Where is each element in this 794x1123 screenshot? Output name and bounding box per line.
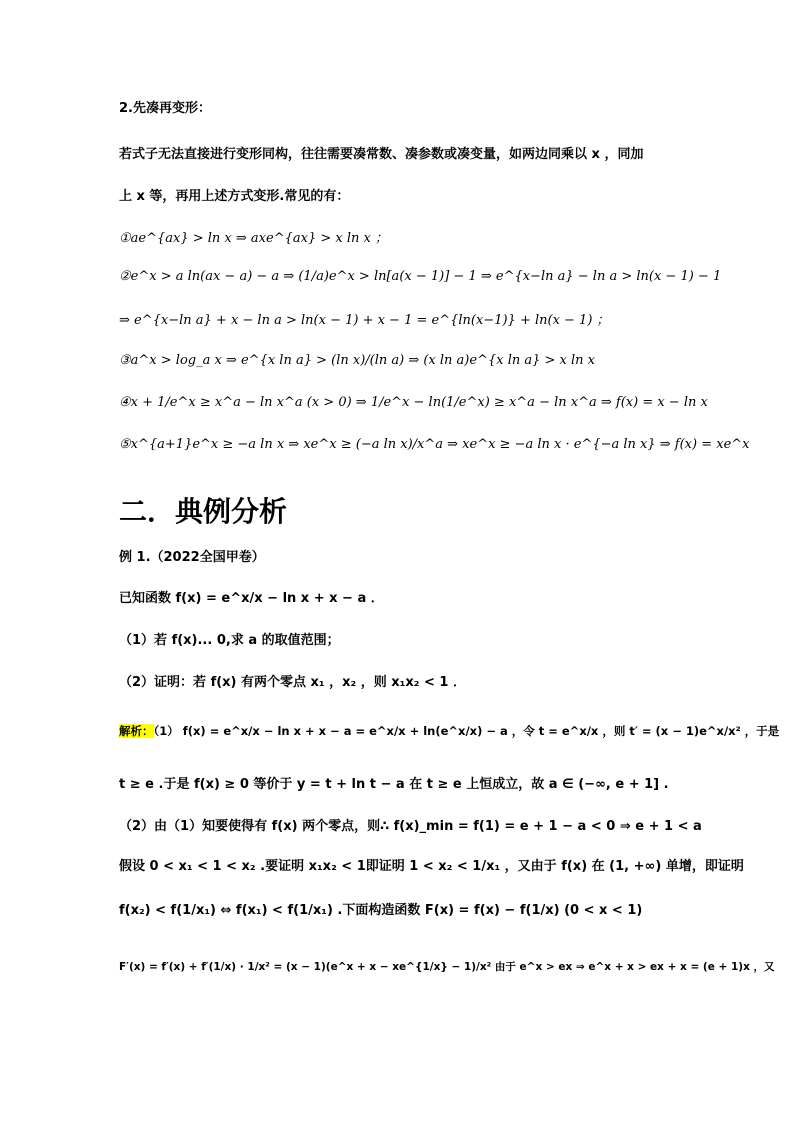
section-heading: 二．典例分析: [119, 495, 288, 528]
solution-part1-b: t ≥ e .于是 f(x) ≥ 0 等价于 y = t + ln t − a 在 t ≥ e 上恒成立，故 a ∈ (−∞, e + 1] .: [119, 777, 669, 792]
solution-part2-d: F′(x) = f′(x) + f′(1/x) · 1/x² = (x − 1)(e^x + x − xe^{1/x} − 1)/x² 由于 e^x > ex ⇒ e^x + x > ex + x = (e + 1)x ，又: [119, 961, 775, 973]
paragraph-1: 若式子无法直接进行变形同构，往往需要凑常数、凑参数或凑变量，如两边同乘以 x ，同加: [119, 147, 644, 162]
problem-statement: 已知函数 f(x) = e^x/x − ln x + x − a ．: [119, 591, 384, 606]
solution-part2-c: f(x₂) < f(1/x₁) ⇔ f(x₁) < f(1/x₁) .下面构造函数 F(x) = f(x) − f(1/x) (0 < x < 1): [119, 903, 643, 918]
solution-line-1: [119, 726, 779, 738]
example-3: ③a^x > log_a x ⇒ e^{x ln a} > (ln x)/(ln a) ⇒ (x ln a)e^{x ln a} > x ln x: [119, 353, 595, 368]
example-title: 例 1.（2022全国甲卷）: [119, 550, 265, 565]
solution-part1-a: （1） f(x) = e^x/x − ln x + x − a = e^x/x + ln(e^x/x) − a ，令 t = e^x/x ，则 t′ = (x − 1)e^x/x² ，于是: [153, 724, 780, 738]
example-1: ①ae^{ax} > ln x ⇒ axe^{ax} > x ln x ；: [119, 231, 388, 246]
question-2: （2）证明：若 f(x) 有两个零点 x₁ ，x₂ ，则 x₁x₂ < 1 ．: [119, 675, 466, 690]
example-4: ④x + 1/e^x ≥ x^a − ln x^a (x > 0) ⇒ 1/e^x − ln(1/e^x) ≥ x^a − ln x^a ⇒ f(x) = x − ln x: [119, 395, 708, 410]
example-2: ②e^x > a ln(ax − a) − a ⇒ (1/a)e^x > ln[a(x − 1)] − 1 ⇒ e^{x−ln a} − ln a > ln(x − 1) − 1: [119, 269, 722, 284]
example-2-continued: ⇒ e^{x−ln a} + x − ln a > ln(x − 1) + x − 1 = e^{ln(x−1)} + ln(x − 1) ；: [119, 313, 610, 328]
question-1: （1）若 f(x)... 0,求 a 的取值范围；: [119, 633, 340, 648]
section-title: 2.先凑再变形：: [119, 101, 211, 116]
solution-part2-a: （2）由（1）知要使得有 f(x) 两个零点，则∴ f(x)_min = f(1) = e + 1 − a < 0 ⇒ e + 1 < a: [119, 819, 702, 834]
example-5: ⑤x^{a+1}e^x ≥ −a ln x ⇒ xe^x ≥ (−a ln x)/x^a ⇒ xe^x ≥ −a ln x · e^{−a ln x} ⇒ f(x) = xe^x: [119, 437, 750, 452]
paragraph-2: 上 x 等，再用上述方式变形.常见的有：: [119, 189, 350, 204]
solution-label: 解析：: [119, 724, 154, 738]
solution-part2-b: 假设 0 < x₁ < 1 < x₂ .要证明 x₁x₂ < 1即证明 1 < x₂ < 1/x₁ ，又由于 f(x) 在 (1, +∞) 单增，即证明: [119, 859, 744, 874]
